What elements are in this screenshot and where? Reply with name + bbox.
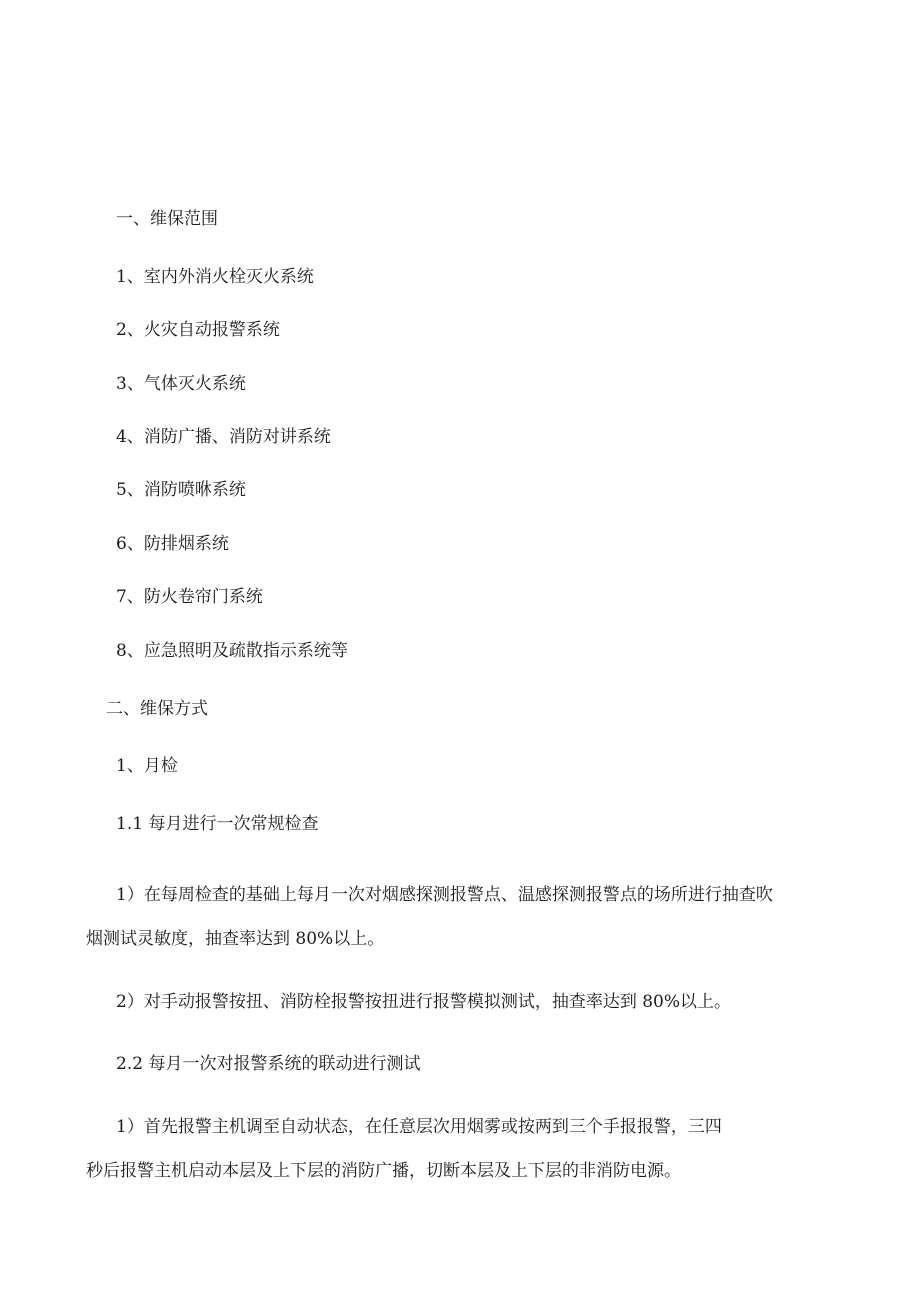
subheading-monthly-check: 1、月检 <box>116 756 178 776</box>
section-heading-maintenance-scope: 一、维保范围 <box>116 209 218 229</box>
paragraph-line: 2）对手动报警按扭、消防栓报警按扭进行报警模拟测试，抽查率达到 80%以上。 <box>116 992 732 1012</box>
subheading-routine-check: 1.1 每月进行一次常规检查 <box>116 814 319 834</box>
section-heading-maintenance-method: 二、维保方式 <box>106 699 208 719</box>
paragraph-line: 1）首先报警主机调至自动状态，在任意层次用烟雾或按两到三个手报报警，三四 <box>116 1117 722 1137</box>
subheading-linkage-test: 2.2 每月一次对报警系统的联动进行测试 <box>116 1054 421 1074</box>
list-item: 2、火灾自动报警系统 <box>116 320 280 340</box>
list-item: 4、消防广播、消防对讲系统 <box>116 427 331 447</box>
list-item: 6、防排烟系统 <box>116 534 229 554</box>
list-item: 1、室内外消火栓灭火系统 <box>116 267 314 287</box>
list-item: 5、消防喷咻系统 <box>116 480 246 500</box>
paragraph-line: 1）在每周检查的基础上每月一次对烟感探测报警点、温感探测报警点的场所进行抽查吹 <box>116 885 773 905</box>
paragraph-line: 烟测试灵敏度，抽查率达到 80%以上。 <box>86 929 385 949</box>
list-item: 7、防火卷帘门系统 <box>116 587 263 607</box>
paragraph-line: 秒后报警主机启动本层及上下层的消防广播，切断本层及上下层的非消防电源。 <box>86 1161 681 1181</box>
list-item: 3、气体灭火系统 <box>116 374 246 394</box>
list-item: 8、应急照明及疏散指示系统等 <box>116 641 348 661</box>
